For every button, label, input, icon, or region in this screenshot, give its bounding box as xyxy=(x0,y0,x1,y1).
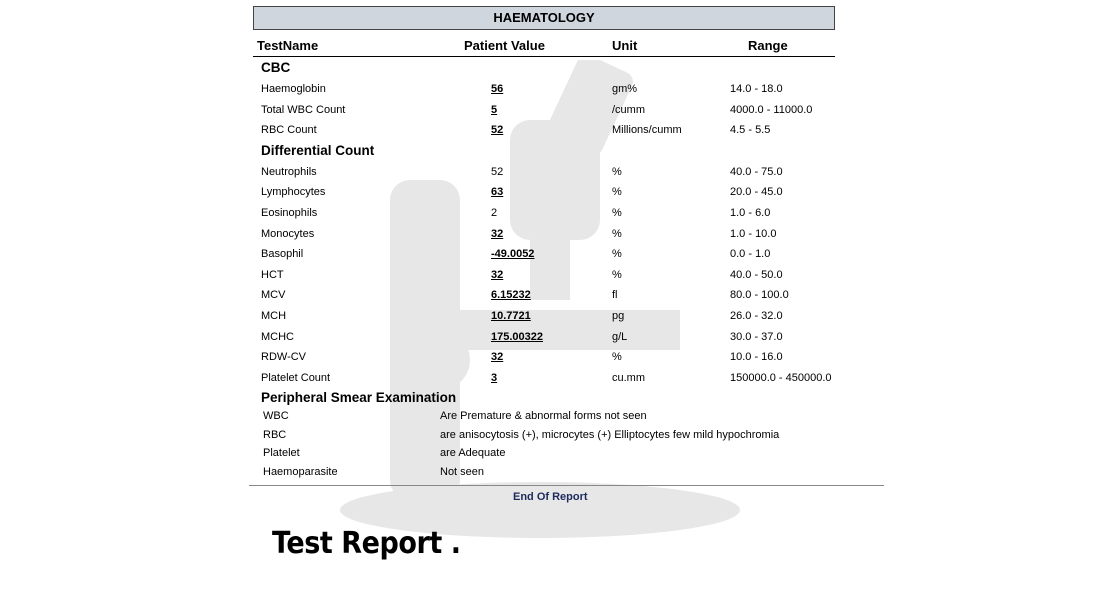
table-row xyxy=(253,223,883,244)
unit: /cumm xyxy=(612,103,645,116)
pse-result: are Adequate xyxy=(440,447,506,460)
pse-test-name: WBC xyxy=(263,410,289,423)
patient-value: 56 xyxy=(491,83,504,95)
unit: Millions/cumm xyxy=(612,124,682,137)
table-row xyxy=(253,243,883,264)
reference-range: 150000.0 - 450000.0 xyxy=(730,371,832,384)
table-row xyxy=(253,284,883,305)
test-name: Lymphocytes xyxy=(261,186,326,199)
table-row xyxy=(253,119,883,140)
end-of-report: End Of Report xyxy=(513,491,588,503)
test-name: Monocytes xyxy=(261,227,315,240)
pse-rows xyxy=(253,408,883,482)
section-pse-title: Peripheral Smear Examination xyxy=(261,390,457,406)
patient-value: 63 xyxy=(491,186,504,199)
patient-value: 32 xyxy=(491,351,504,364)
patient-value: -49.0052 xyxy=(491,248,535,261)
unit: % xyxy=(612,206,622,219)
table-row xyxy=(253,202,883,223)
reference-range: 14.0 - 18.0 xyxy=(730,83,783,95)
patient-value: 52 xyxy=(491,165,504,178)
section-cbc xyxy=(253,57,883,78)
unit: % xyxy=(612,268,622,281)
section-cbc-title: CBC xyxy=(261,60,291,75)
unit: gm% xyxy=(612,83,638,95)
table-row xyxy=(253,346,883,367)
test-name: Haemoglobin xyxy=(261,83,326,95)
cbc-rows xyxy=(253,78,883,140)
test-name: MCH xyxy=(261,309,287,322)
report-title: HAEMATOLOGY xyxy=(253,6,835,30)
reference-range: 80.0 - 100.0 xyxy=(730,289,789,302)
unit: fl xyxy=(612,289,618,302)
table-row xyxy=(253,161,883,182)
pse-test-name: RBC xyxy=(263,428,287,441)
section-differential-title: Differential Count xyxy=(261,142,375,158)
patient-value: 32 xyxy=(491,268,504,281)
footer-divider xyxy=(249,485,884,486)
differential-rows xyxy=(253,161,883,388)
patient-value: 175.00322 xyxy=(491,330,543,343)
unit: % xyxy=(612,186,622,199)
test-name: HCT xyxy=(261,268,284,281)
table-row xyxy=(253,367,883,388)
test-name: Basophil xyxy=(261,248,304,261)
reference-range: 20.0 - 45.0 xyxy=(730,186,783,199)
column-headers xyxy=(253,30,835,57)
reference-range: 1.0 - 6.0 xyxy=(730,206,771,219)
patient-value: 3 xyxy=(491,371,498,384)
header-patient-value: Patient Value xyxy=(464,38,545,53)
patient-value: 5 xyxy=(491,103,498,116)
list-item xyxy=(253,427,883,446)
test-name: MCHC xyxy=(261,330,294,343)
header-testname: TestName xyxy=(257,38,319,53)
test-name: Eosinophils xyxy=(261,206,318,219)
patient-value: 32 xyxy=(491,227,504,240)
reference-range: 26.0 - 32.0 xyxy=(730,309,783,322)
patient-value: 6.15232 xyxy=(491,289,531,302)
table-row xyxy=(253,326,883,347)
header-unit: Unit xyxy=(612,38,638,53)
list-item xyxy=(253,408,883,427)
list-item xyxy=(253,445,883,464)
patient-value: 10.7721 xyxy=(491,309,531,322)
unit: % xyxy=(612,227,622,240)
reference-range: 4000.0 - 11000.0 xyxy=(730,103,813,116)
reference-range: 0.0 - 1.0 xyxy=(730,248,771,261)
table-row xyxy=(253,78,883,99)
unit: cu.mm xyxy=(612,371,645,384)
patient-value: 52 xyxy=(491,124,504,137)
pse-result: are anisocytosis (+), microcytes (+) Elliptocytes few mild hypochromia xyxy=(440,428,780,441)
pse-result: Are Premature & abnormal forms not seen xyxy=(440,410,647,423)
reference-range: 1.0 - 10.0 xyxy=(730,227,777,240)
reference-range: 4.5 - 5.5 xyxy=(730,124,771,137)
patient-value: 2 xyxy=(491,206,498,219)
unit: % xyxy=(612,351,622,364)
reference-range: 40.0 - 75.0 xyxy=(730,165,783,178)
caption-test-report: Test Report . xyxy=(272,526,461,561)
table-row xyxy=(253,264,883,285)
test-name: RDW-CV xyxy=(261,351,307,364)
haematology-report xyxy=(253,6,883,482)
test-name: MCV xyxy=(261,289,286,302)
table-row xyxy=(253,181,883,202)
test-name: Total WBC Count xyxy=(261,103,346,116)
unit: % xyxy=(612,165,622,178)
list-item xyxy=(253,464,883,483)
table-row xyxy=(253,99,883,120)
header-range: Range xyxy=(748,38,788,53)
pse-test-name: Platelet xyxy=(263,447,300,460)
section-differential xyxy=(253,140,883,161)
reference-range: 10.0 - 16.0 xyxy=(730,351,783,364)
unit: % xyxy=(612,248,622,261)
reference-range: 30.0 - 37.0 xyxy=(730,330,783,343)
unit: pg xyxy=(612,309,625,322)
test-name: Platelet Count xyxy=(261,371,331,384)
section-pse xyxy=(253,387,883,408)
reference-range: 40.0 - 50.0 xyxy=(730,268,783,281)
pse-result: Not seen xyxy=(440,465,485,478)
test-name: RBC Count xyxy=(261,124,317,137)
table-row xyxy=(253,305,883,326)
pse-test-name: Haemoparasite xyxy=(263,465,338,478)
unit: g/L xyxy=(612,330,628,343)
test-name: Neutrophils xyxy=(261,165,317,178)
